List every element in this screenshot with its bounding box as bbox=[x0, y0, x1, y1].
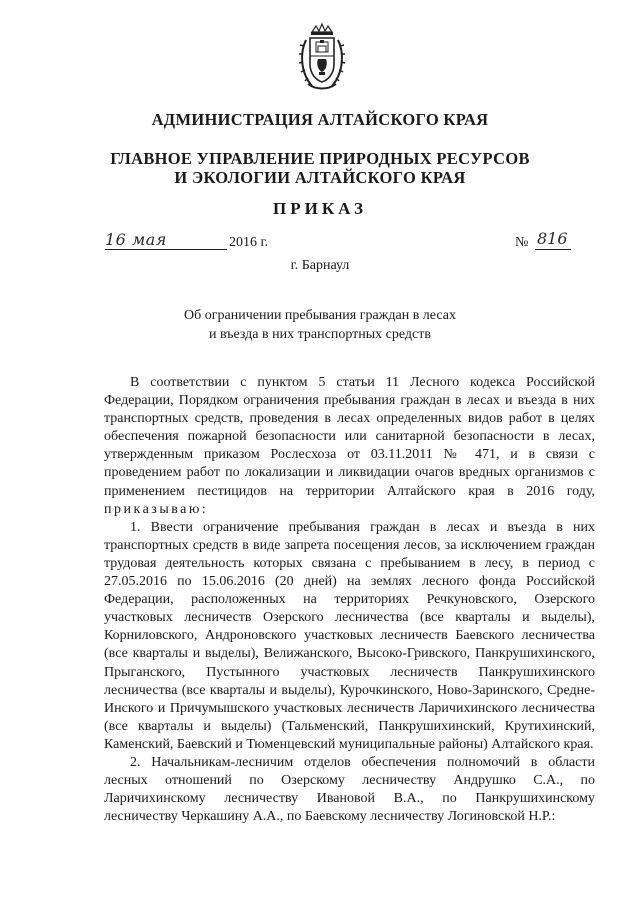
preamble-text: В соответствии с пунктом 5 статьи 11 Лесного кодекса Российской Федерации, Порядком ограничения пребывания граждан в лесах и въезда в них транспортных средств, проведения в лесах определенных видов работ в целях обеспечения пожарной безопасности или санитарной безопасности в лесах, утвержденным приказом Рослесхоза от 03.11.2011 № 471, и в связи с проведением работ по локализации и ликвидации очагов вредных организмов с применением пестицидов на территории Алтайского края в 2016 году, bbox=[104, 375, 595, 499]
date-year: 2016 г. bbox=[229, 235, 269, 250]
coat-of-arms-icon bbox=[298, 22, 346, 94]
department-title-line2: И ЭКОЛОГИИ АЛТАЙСКОГО КРАЯ bbox=[174, 168, 466, 187]
subject-line2: и въезда в них транспортных средств bbox=[209, 327, 431, 342]
handwritten-date: 16 мая bbox=[105, 230, 167, 249]
date-underline bbox=[105, 249, 227, 250]
paragraph-item-2: 2. Начальникам-лесничим отделов обеспечения полномочий в области лесных отношений по Озерскому лесничеству Андрушко С.А., по Ларичихинскому лесничеству Ивановой В.А., по Панкрушихинскому лесничеству Черкашину А.А., по Баевскому лесничеству Логиновской Н.Р.: bbox=[104, 754, 595, 825]
department-title-line1: ГЛАВНОЕ УПРАВЛЕНИЕ ПРИРОДНЫХ РЕСУРСОВ bbox=[110, 149, 530, 168]
subject-line1: Об ограничении пребывания граждан в лесах bbox=[184, 308, 456, 323]
document-number bbox=[515, 229, 575, 254]
document-type: ПРИКАЗ bbox=[273, 199, 367, 218]
number-underline bbox=[535, 249, 571, 250]
subject bbox=[0, 306, 640, 344]
handwritten-number: 816 bbox=[537, 229, 568, 248]
organization-title: АДМИНИСТРАЦИЯ АЛТАЙСКОГО КРАЯ bbox=[151, 110, 489, 129]
document-body bbox=[104, 374, 595, 826]
paragraph-preamble bbox=[104, 374, 595, 519]
order-word: приказываю: bbox=[104, 501, 209, 517]
number-sign: № bbox=[515, 235, 529, 250]
department-title bbox=[0, 149, 640, 187]
paragraph-item-1: 1. Ввести ограничение пребывания граждан в лесах и въезда в них транспортных средств в виде запрета посещения лесов, за исключением граждан трудовая деятельность которых связана с пребыванием в лесу, в период с 27.05.2016 по 15.06.2016 (20 дней) на землях лесного фонда Российской Федерации, расположенных на территориях Речкуновского, Озерского участковых лесничеств Озерского лесничества (все кварталы и выделы), Корниловского, Андроновского участковых лесничеств Баевского лесничества (все кварталы и выделы), Велижанского, Высоко-Гривского, Панкрушихинского, Прыганского, Пустынного участковых лесничеств Панкрушихинского лесничества (все кварталы и выделы), Курочкинского, Ново-Заринского, Средне-Инского и Причумышского участковых лесничеств Ларичихинского лесничества (все кварталы и выделы) (Тальменский, Панкрушихинский, Крутихинский, Каменский, Баевский и Тюменцевский муниципальные районы) Алтайского края. bbox=[104, 519, 595, 752]
city: г. Барнаул bbox=[290, 258, 350, 273]
document-date bbox=[105, 230, 285, 254]
